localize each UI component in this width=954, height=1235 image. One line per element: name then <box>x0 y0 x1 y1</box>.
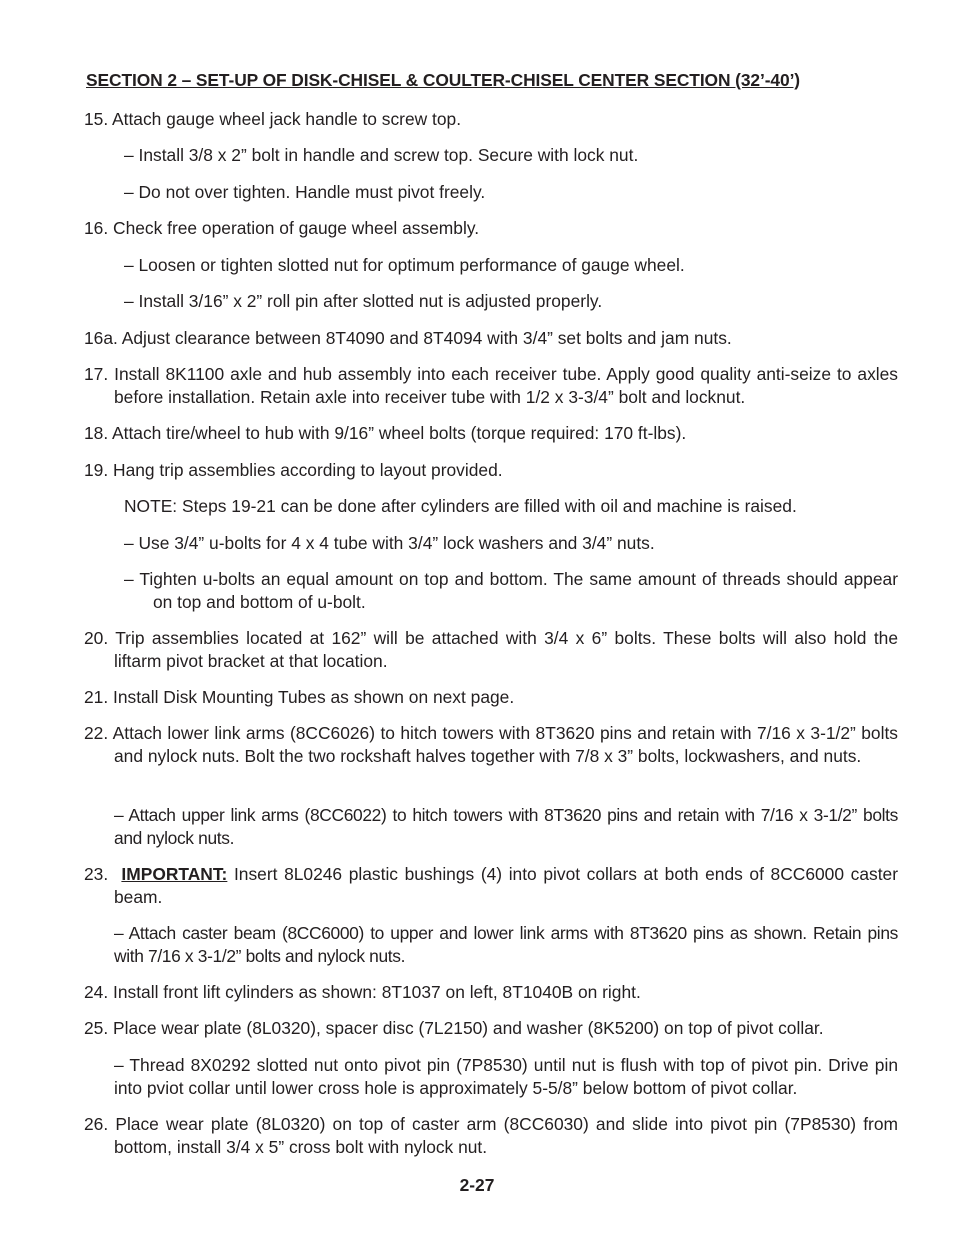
step-19-sub-b: – Tighten u-bolts an equal amount on top and bottom. The same amount of threads should appear on top and bottom of u-bolt. <box>124 569 898 612</box>
step-23-sub-a: – Attach caster beam (8CC6000) to upper and lower link arms with 8T3620 pins as shown. Retain pins with 7/16 x 3-1/2” bolts and nylock nuts. <box>114 923 898 966</box>
step-16-sub-b: – Install 3/16” x 2” roll pin after slotted nut is adjusted properly. <box>124 291 603 311</box>
step-25-sub-a: – Thread 8X0292 slotted nut onto pivot pin (7P8530) until nut is flush with top of pivot pin. Drive pin into pviot collar until lower cross hole is approximately 5-5/8” below bottom of pivot collar. <box>114 1055 898 1098</box>
step-19-note: NOTE: Steps 19-21 can be done after cylinders are filled with oil and machine is raised. <box>124 496 797 516</box>
section-heading: SECTION 2 – SET-UP OF DISK-CHISEL & COULTER-CHISEL CENTER SECTION (32’-40’) <box>86 70 800 90</box>
step-19: 19. Hang trip assemblies according to layout provided. <box>84 460 503 480</box>
step-17: 17. Install 8K1100 axle and hub assembly into each receiver tube. Apply good quality anti-seize to axles before installation. Retain axle into receiver tube with 1/2 x 3-3/4” bolt and locknut. <box>84 364 898 407</box>
step-26: 26. Place wear plate (8L0320) on top of caster arm (8CC6030) and slide into pivot pin (7P8530) from bottom, install 3/4 x 5” cross bolt with nylock nut. <box>84 1114 898 1157</box>
step-18: 18. Attach tire/wheel to hub with 9/16” wheel bolts (torque required: 170 ft-lbs). <box>84 423 687 443</box>
step-23 <box>84 863 898 908</box>
step-16-sub-a: – Loosen or tighten slotted nut for optimum performance of gauge wheel. <box>124 255 685 275</box>
step-15-sub-a: – Install 3/8 x 2” bolt in handle and screw top. Secure with lock nut. <box>124 145 639 165</box>
step-16: 16. Check free operation of gauge wheel assembly. <box>84 218 480 238</box>
step-25: 25. Place wear plate (8L0320), spacer disc (7L2150) and washer (8K5200) on top of pivot collar. <box>84 1018 824 1038</box>
step-23-text: Insert 8L0246 plastic bushings (4) into pivot collars at both ends of 8CC6000 caster beam. <box>114 864 898 907</box>
step-23-number: 23. <box>84 864 109 884</box>
step-16a: 16a. Adjust clearance between 8T4090 and 8T4094 with 3/4” set bolts and jam nuts. <box>84 328 732 348</box>
step-22: 22. Attach lower link arms (8CC6026) to hitch towers with 8T3620 pins and retain with 7/16 x 3-1/2” bolts and nylock nuts. Bolt the two rockshaft halves together with 7/8 x 3” bolts, lockwashers, and nuts. <box>84 723 898 766</box>
step-15: 15. Attach gauge wheel jack handle to screw top. <box>84 109 462 129</box>
step-22-sub-a: – Attach upper link arms (8CC6022) to hitch towers with 8T3620 pins and retain with 7/16 x 3-1/2” bolts and nylock nuts. <box>114 805 898 848</box>
step-19-sub-a: – Use 3/4” u-bolts for 4 x 4 tube with 3/4” lock washers and 3/4” nuts. <box>124 533 655 553</box>
step-21: 21. Install Disk Mounting Tubes as shown on next page. <box>84 687 515 707</box>
page-number: 2-27 <box>459 1175 495 1195</box>
step-24: 24. Install front lift cylinders as shown: 8T1037 on left, 8T1040B on right. <box>84 982 641 1002</box>
step-20: 20. Trip assemblies located at 162” will be attached with 3/4 x 6” bolts. These bolts will also hold the liftarm pivot bracket at that location. <box>84 628 898 671</box>
important-label: IMPORTANT: <box>121 864 228 884</box>
step-15-sub-b: – Do not over tighten. Handle must pivot freely. <box>124 182 486 202</box>
